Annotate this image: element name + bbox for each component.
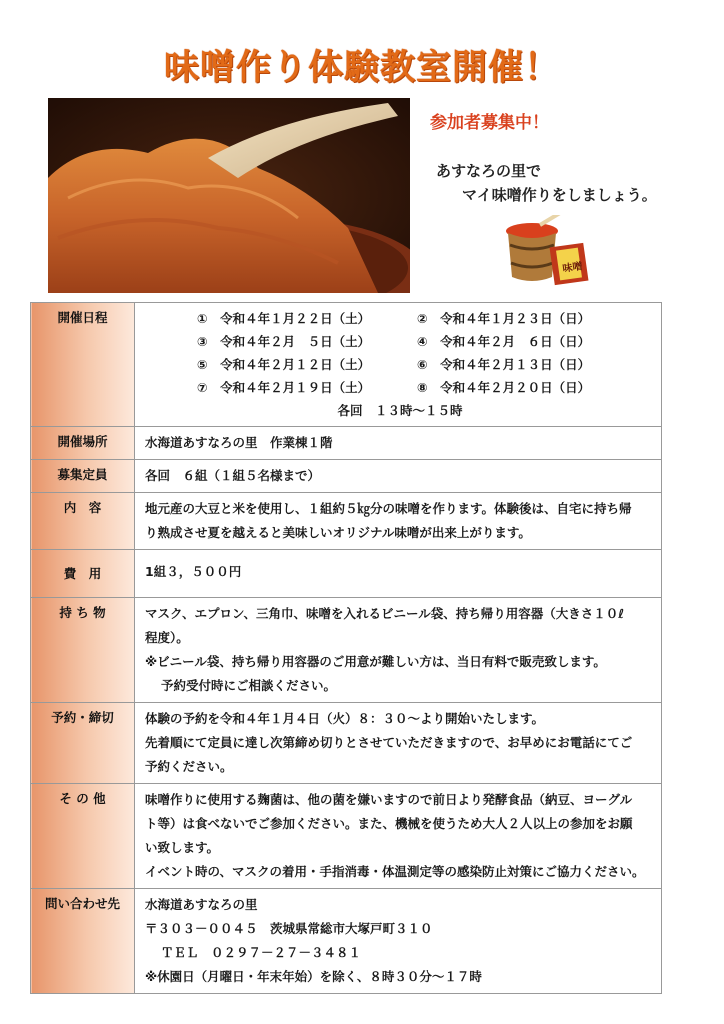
date-item: ④ 令和４年２月 ６日（日） [417, 334, 591, 349]
row-contact [31, 889, 662, 994]
content-text [135, 493, 662, 550]
row-schedule [31, 303, 662, 427]
other-line: ト等）は食べないでご参加ください。また、機械を使うため大人２人以上の参加をお願 [145, 816, 633, 831]
label-schedule: 開催日程 [31, 303, 135, 427]
label-content: 内 容 [31, 493, 135, 550]
row-venue [31, 427, 662, 460]
tagline-line-2: マイ味噌作りをしましょう。 [462, 186, 657, 204]
items-line: 程度）。 [145, 630, 189, 645]
other-line: 味噌作りに使用する麹菌は、他の菌を嫌いますので前日より発酵食品（納豆、ヨーグル [145, 792, 633, 807]
label-capacity: 募集定員 [31, 460, 135, 493]
session-time: 各回 １３時～１５時 [337, 403, 463, 418]
other-line: イベント時の、マスクの着用・手指消毒・体温測定等の感染防止対策にご協力ください。 [145, 864, 645, 879]
date-item: ② 令和４年１月２３日（日） [417, 311, 591, 326]
date-item: ③ 令和４年２月 ５日（土） [197, 334, 371, 349]
miso-photo [48, 98, 410, 293]
info-table [30, 302, 662, 994]
label-other: そ の 他 [31, 784, 135, 889]
row-content [31, 493, 662, 550]
row-reservation [31, 703, 662, 784]
items-text [135, 598, 662, 703]
content-line: 地元産の大豆と米を使用し、１組約５㎏分の味噌を作ります。体験後は、自宅に持ち帰 [145, 501, 632, 516]
date-item: ⑧ 令和４年２月２０日（日） [417, 380, 591, 395]
other-text [135, 784, 662, 889]
label-fee: 費 用 [31, 550, 135, 598]
date-item: ⑥ 令和４年２月１３日（日） [417, 357, 591, 372]
date-list [197, 307, 655, 399]
label-contact: 問い合わせ先 [31, 889, 135, 994]
reservation-line: 先着順にて定員に達し次第締め切りとさせていただきますので、お早めにお電話にてご [145, 735, 633, 750]
row-fee [31, 550, 662, 598]
contact-line: ※休園日（月曜日・年末年始）を除く、８時３０分～１７時 [145, 969, 482, 984]
page-title: 味噌作り体験教室開催！ [163, 48, 560, 88]
svg-text:味噌: 味噌 [561, 261, 584, 275]
reservation-line: 体験の予約を令和４年１月４日（火）８：３０～より開始いたします。 [145, 711, 545, 726]
contact-phone: ＴＥＬ ０２９７－２７－３４８１ [161, 945, 362, 960]
other-line: い致します。 [145, 840, 220, 855]
row-items [31, 598, 662, 703]
label-venue: 開催場所 [31, 427, 135, 460]
contact-line: 水海道あすなろの里 [145, 897, 258, 912]
row-capacity [31, 460, 662, 493]
label-items: 持 ち 物 [31, 598, 135, 703]
fee-text: 1組３，５００円 [135, 550, 662, 598]
content-line: り熟成させ夏を越えると美味しいオリジナル味噌が出来上がります。 [145, 525, 531, 540]
row-other [31, 784, 662, 889]
items-line: マスク、エプロン、三角巾、味噌を入れるビニール袋、持ち帰り用容器（大きさ１０ℓ [145, 606, 625, 621]
venue-text: 水海道あすなろの里 作業棟１階 [135, 427, 662, 460]
date-item: ⑦ 令和４年２月１９日（土） [197, 380, 371, 395]
recruit-banner: 参加者募集中！ [430, 113, 549, 133]
contact-line: 〒３０３－００４５ 茨城県常総市大塚戸町３１０ [145, 921, 433, 936]
items-line: ※ビニール袋、持ち帰り用容器のご用意が難しい方は、当日有料で販売致します。 [145, 654, 606, 669]
reservation-line: 予約ください。 [145, 759, 233, 774]
contact-text [135, 889, 662, 994]
date-item: ① 令和４年１月２２日（土） [197, 311, 371, 326]
capacity-text: 各回 ６組（１組５名様まで） [135, 460, 662, 493]
date-item: ⑤ 令和４年２月１２日（土） [197, 357, 371, 372]
tagline-line-1: あすなろの里で [436, 162, 542, 180]
reservation-text [135, 703, 662, 784]
miso-barrel-illustration [500, 215, 590, 287]
items-line: 予約受付時にご相談ください。 [161, 678, 337, 693]
schedule-content [135, 303, 662, 427]
label-reservation: 予約・締切 [31, 703, 135, 784]
